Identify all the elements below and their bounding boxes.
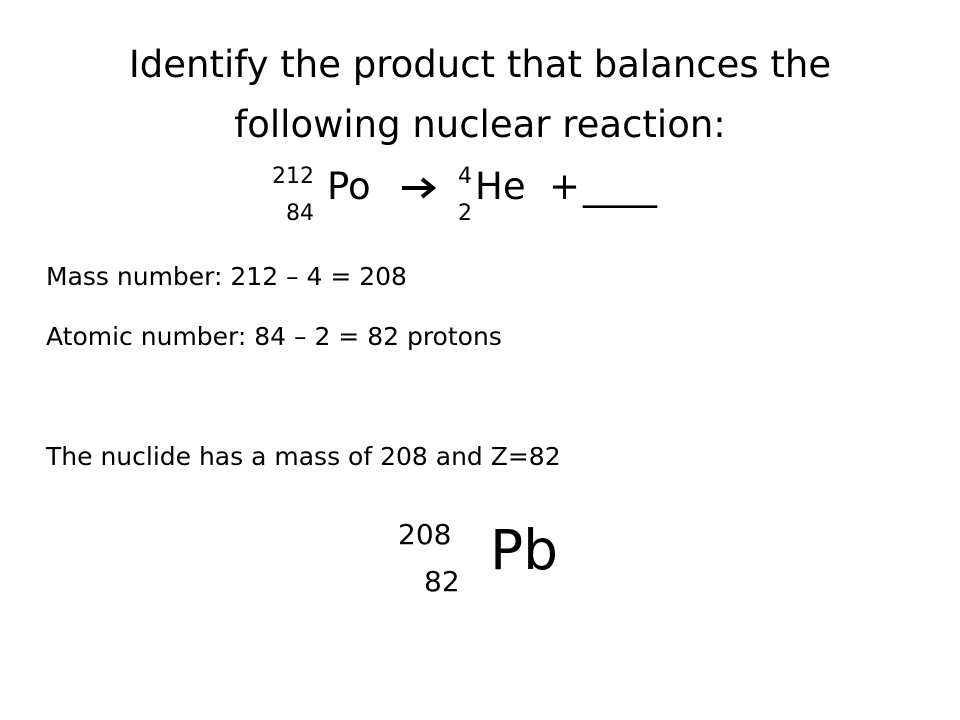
answer-symbol: Pb (490, 518, 559, 582)
answer-blank: ____ (583, 165, 657, 208)
atomic-number-line: Atomic number: 84 – 2 = 82 protons (46, 322, 502, 351)
mass-number-line: Mass number: 212 – 4 = 208 (46, 262, 407, 291)
conclusion-line: The nuclide has a mass of 208 and Z=82 (46, 442, 561, 471)
arrow-right-icon (400, 176, 440, 204)
helium-symbol: He (475, 165, 526, 208)
helium-atomic-number: 2 (458, 201, 472, 226)
title-line-2: following nuclear reaction: (234, 103, 726, 146)
plus-sign: + (549, 165, 581, 208)
answer-mass-number: 208 (398, 518, 452, 551)
answer-atomic-number: 82 (424, 565, 460, 598)
reactant-symbol: Po (327, 165, 371, 208)
helium-mass-number: 4 (458, 164, 472, 189)
reactant-mass-number: 212 (272, 164, 314, 189)
reactant-atomic-number: 84 (286, 201, 314, 226)
title-line-1: Identify the product that balances the (128, 43, 832, 86)
